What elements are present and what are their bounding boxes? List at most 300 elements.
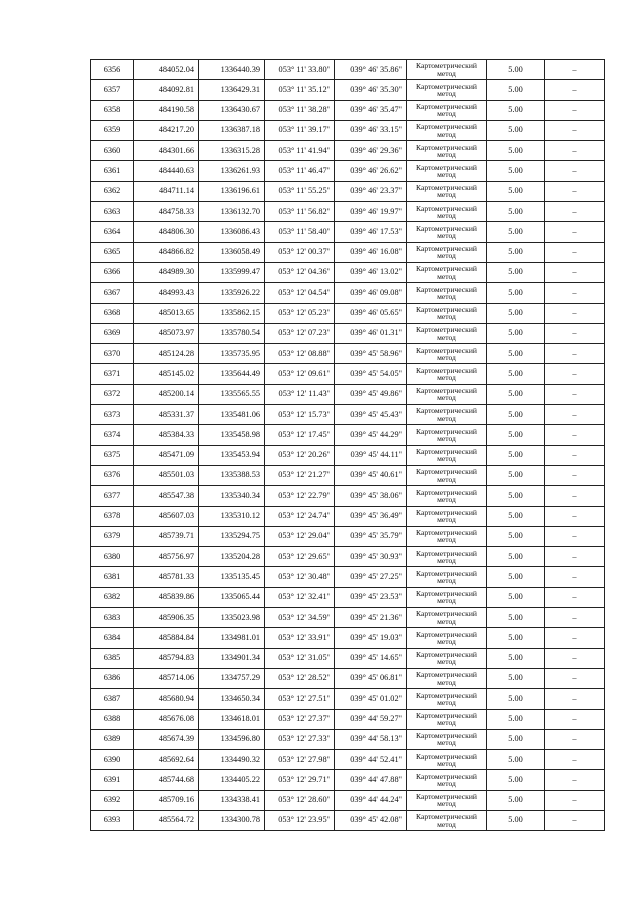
note-cell: – bbox=[545, 181, 605, 201]
table-row bbox=[91, 100, 605, 120]
x-coordinate-cell: 485692.64 bbox=[134, 750, 199, 770]
longitude-cell: 039° 45' 21.36" bbox=[335, 608, 407, 628]
y-coordinate-cell: 1334338.41 bbox=[199, 790, 265, 810]
method-line-1: Картометрический bbox=[416, 102, 477, 112]
method-cell bbox=[407, 222, 487, 242]
note-cell: – bbox=[545, 547, 605, 567]
accuracy-cell: 5.00 bbox=[487, 689, 545, 709]
longitude-cell: 039° 45' 42.08" bbox=[335, 810, 407, 830]
latitude-cell: 053° 11' 58.40" bbox=[265, 222, 335, 242]
note-cell: – bbox=[545, 790, 605, 810]
x-coordinate-cell: 485781.33 bbox=[134, 567, 199, 587]
latitude-cell: 053° 12' 28.52" bbox=[265, 668, 335, 688]
y-coordinate-cell: 1336429.31 bbox=[199, 80, 265, 100]
longitude-cell: 039° 46' 19.97" bbox=[335, 202, 407, 222]
note-cell: – bbox=[545, 161, 605, 181]
method-line-2: метод bbox=[437, 210, 456, 220]
method-cell bbox=[407, 283, 487, 303]
accuracy-cell: 5.00 bbox=[487, 750, 545, 770]
method-line-2: метод bbox=[437, 170, 456, 180]
note-cell: – bbox=[545, 587, 605, 607]
table-row bbox=[91, 668, 605, 688]
method-line-2: метод bbox=[437, 393, 456, 403]
method-line-1: Картометрический bbox=[416, 244, 477, 254]
note-cell: – bbox=[545, 465, 605, 485]
method-line-2: метод bbox=[437, 454, 456, 464]
method-line-2: метод bbox=[437, 291, 456, 301]
latitude-cell: 053° 12' 07.23" bbox=[265, 323, 335, 343]
y-coordinate-cell: 1335644.49 bbox=[199, 364, 265, 384]
y-coordinate-cell: 1335294.75 bbox=[199, 526, 265, 546]
method-cell bbox=[407, 323, 487, 343]
table-row bbox=[91, 303, 605, 323]
note-cell: – bbox=[545, 729, 605, 749]
x-coordinate-cell: 485714.06 bbox=[134, 668, 199, 688]
method-line-1: Картометрический bbox=[416, 162, 477, 172]
method-line-1: Картометрический bbox=[416, 305, 477, 314]
longitude-cell: 039° 46' 35.30" bbox=[335, 80, 407, 100]
latitude-cell: 053° 12' 28.60" bbox=[265, 790, 335, 810]
accuracy-cell: 5.00 bbox=[487, 344, 545, 364]
latitude-cell: 053° 12' 24.74" bbox=[265, 506, 335, 526]
point-number-cell: 6361 bbox=[91, 161, 134, 181]
x-coordinate-cell: 484440.63 bbox=[134, 161, 199, 181]
y-coordinate-cell: 1335999.47 bbox=[199, 262, 265, 282]
method-line-2: метод bbox=[437, 738, 456, 748]
longitude-cell: 039° 46' 16.08" bbox=[335, 242, 407, 262]
method-line-1: Картометрический bbox=[416, 426, 477, 436]
accuracy-cell: 5.00 bbox=[487, 222, 545, 242]
point-number-cell: 6356 bbox=[91, 60, 134, 80]
x-coordinate-cell: 485073.97 bbox=[134, 323, 199, 343]
x-coordinate-cell: 485674.39 bbox=[134, 729, 199, 749]
latitude-cell: 053° 12' 09.61" bbox=[265, 364, 335, 384]
method-line-1: Картометрический bbox=[416, 589, 477, 599]
method-line-2: метод bbox=[437, 109, 456, 119]
method-line-1: Картометрический bbox=[416, 548, 477, 558]
longitude-cell: 039° 45' 58.96" bbox=[335, 344, 407, 364]
note-cell: – bbox=[545, 120, 605, 140]
accuracy-cell: 5.00 bbox=[487, 608, 545, 628]
point-number-cell: 6385 bbox=[91, 648, 134, 668]
table-row bbox=[91, 526, 605, 546]
longitude-cell: 039° 45' 23.53" bbox=[335, 587, 407, 607]
method-line-2: метод bbox=[437, 596, 456, 606]
method-line-2: метод bbox=[437, 779, 456, 789]
method-line-2: метод bbox=[437, 515, 456, 525]
method-cell bbox=[407, 729, 487, 749]
note-cell: – bbox=[545, 567, 605, 587]
method-line-1: Картометрический bbox=[416, 731, 477, 741]
note-cell: – bbox=[545, 283, 605, 303]
note-cell: – bbox=[545, 648, 605, 668]
longitude-cell: 039° 44' 44.24" bbox=[335, 790, 407, 810]
x-coordinate-cell: 485680.94 bbox=[134, 689, 199, 709]
table-row bbox=[91, 181, 605, 201]
method-line-1: Картометрический bbox=[416, 792, 477, 802]
method-cell bbox=[407, 303, 487, 323]
accuracy-cell: 5.00 bbox=[487, 161, 545, 181]
coordinates-table bbox=[90, 59, 605, 831]
point-number-cell: 6378 bbox=[91, 506, 134, 526]
accuracy-cell: 5.00 bbox=[487, 405, 545, 425]
method-cell bbox=[407, 648, 487, 668]
x-coordinate-cell: 485884.84 bbox=[134, 628, 199, 648]
method-line-2: метод bbox=[437, 819, 456, 829]
longitude-cell: 039° 45' 30.93" bbox=[335, 547, 407, 567]
latitude-cell: 053° 12' 20.26" bbox=[265, 445, 335, 465]
latitude-cell: 053° 12' 15.73" bbox=[265, 405, 335, 425]
method-line-1: Картометрический bbox=[416, 447, 477, 457]
y-coordinate-cell: 1335565.55 bbox=[199, 384, 265, 404]
longitude-cell: 039° 45' 19.03" bbox=[335, 628, 407, 648]
point-number-cell: 6369 bbox=[91, 323, 134, 343]
latitude-cell: 053° 12' 27.37" bbox=[265, 709, 335, 729]
x-coordinate-cell: 485013.65 bbox=[134, 303, 199, 323]
y-coordinate-cell: 1335481.06 bbox=[199, 405, 265, 425]
method-line-2: метод bbox=[437, 149, 456, 159]
latitude-cell: 053° 12' 29.65" bbox=[265, 547, 335, 567]
method-cell bbox=[407, 405, 487, 425]
longitude-cell: 039° 45' 36.49" bbox=[335, 506, 407, 526]
method-line-2: метод bbox=[437, 636, 456, 646]
point-number-cell: 6366 bbox=[91, 262, 134, 282]
table-row bbox=[91, 506, 605, 526]
method-line-1: Картометрический bbox=[416, 61, 477, 71]
longitude-cell: 039° 45' 38.06" bbox=[335, 486, 407, 506]
method-line-2: метод bbox=[437, 697, 456, 707]
method-cell bbox=[407, 141, 487, 161]
accuracy-cell: 5.00 bbox=[487, 810, 545, 830]
y-coordinate-cell: 1334490.32 bbox=[199, 750, 265, 770]
table-row bbox=[91, 242, 605, 262]
x-coordinate-cell: 485471.09 bbox=[134, 445, 199, 465]
method-cell bbox=[407, 100, 487, 120]
note-cell: – bbox=[545, 628, 605, 648]
method-line-2: метод bbox=[437, 718, 456, 728]
y-coordinate-cell: 1335862.15 bbox=[199, 303, 265, 323]
y-coordinate-cell: 1334757.29 bbox=[199, 668, 265, 688]
x-coordinate-cell: 485839.86 bbox=[134, 587, 199, 607]
note-cell: – bbox=[545, 445, 605, 465]
longitude-cell: 039° 45' 14.65" bbox=[335, 648, 407, 668]
longitude-cell: 039° 45' 44.29" bbox=[335, 425, 407, 445]
method-line-1: Картометрический bbox=[416, 122, 477, 132]
y-coordinate-cell: 1335926.22 bbox=[199, 283, 265, 303]
latitude-cell: 053° 12' 27.33" bbox=[265, 729, 335, 749]
longitude-cell: 039° 45' 49.86" bbox=[335, 384, 407, 404]
method-line-1: Картометрический bbox=[416, 284, 477, 294]
method-cell bbox=[407, 344, 487, 364]
latitude-cell: 053° 11' 33.80" bbox=[265, 60, 335, 80]
latitude-cell: 053° 12' 27.51" bbox=[265, 689, 335, 709]
method-line-2: метод bbox=[437, 271, 456, 281]
note-cell: – bbox=[545, 526, 605, 546]
note-cell: – bbox=[545, 100, 605, 120]
note-cell: – bbox=[545, 344, 605, 364]
x-coordinate-cell: 485739.71 bbox=[134, 526, 199, 546]
method-line-2: метод bbox=[437, 576, 456, 586]
method-cell bbox=[407, 60, 487, 80]
accuracy-cell: 5.00 bbox=[487, 668, 545, 688]
note-cell: – bbox=[545, 810, 605, 830]
point-number-cell: 6372 bbox=[91, 384, 134, 404]
note-cell: – bbox=[545, 405, 605, 425]
method-cell bbox=[407, 384, 487, 404]
coordinates-table-body bbox=[91, 60, 605, 831]
method-cell bbox=[407, 526, 487, 546]
note-cell: – bbox=[545, 141, 605, 161]
y-coordinate-cell: 1336387.18 bbox=[199, 120, 265, 140]
method-line-1: Картометрический bbox=[416, 142, 477, 152]
method-line-2: метод bbox=[437, 190, 456, 200]
x-coordinate-cell: 485756.97 bbox=[134, 547, 199, 567]
note-cell: – bbox=[545, 384, 605, 404]
accuracy-cell: 5.00 bbox=[487, 486, 545, 506]
table-row bbox=[91, 729, 605, 749]
y-coordinate-cell: 1336261.93 bbox=[199, 161, 265, 181]
latitude-cell: 053° 11' 41.94" bbox=[265, 141, 335, 161]
method-cell bbox=[407, 790, 487, 810]
accuracy-cell: 5.00 bbox=[487, 729, 545, 749]
latitude-cell: 053° 12' 27.98" bbox=[265, 750, 335, 770]
table-row bbox=[91, 547, 605, 567]
y-coordinate-cell: 1336086.43 bbox=[199, 222, 265, 242]
y-coordinate-cell: 1336058.49 bbox=[199, 242, 265, 262]
point-number-cell: 6376 bbox=[91, 465, 134, 485]
x-coordinate-cell: 485384.33 bbox=[134, 425, 199, 445]
longitude-cell: 039° 44' 47.88" bbox=[335, 770, 407, 790]
latitude-cell: 053° 12' 17.45" bbox=[265, 425, 335, 445]
longitude-cell: 039° 46' 35.47" bbox=[335, 100, 407, 120]
latitude-cell: 053° 11' 38.28" bbox=[265, 100, 335, 120]
x-coordinate-cell: 484190.58 bbox=[134, 100, 199, 120]
x-coordinate-cell: 484758.33 bbox=[134, 202, 199, 222]
accuracy-cell: 5.00 bbox=[487, 141, 545, 161]
note-cell: – bbox=[545, 750, 605, 770]
latitude-cell: 053° 12' 33.91" bbox=[265, 628, 335, 648]
accuracy-cell: 5.00 bbox=[487, 202, 545, 222]
latitude-cell: 053° 11' 35.12" bbox=[265, 80, 335, 100]
table-row bbox=[91, 384, 605, 404]
latitude-cell: 053° 12' 21.27" bbox=[265, 465, 335, 485]
latitude-cell: 053° 11' 39.17" bbox=[265, 120, 335, 140]
method-line-2: метод bbox=[437, 535, 456, 545]
longitude-cell: 039° 45' 40.61" bbox=[335, 465, 407, 485]
accuracy-cell: 5.00 bbox=[487, 60, 545, 80]
method-cell bbox=[407, 608, 487, 628]
accuracy-cell: 5.00 bbox=[487, 364, 545, 384]
method-cell bbox=[407, 181, 487, 201]
method-line-2: метод bbox=[437, 494, 456, 504]
method-line-1: Картометрический bbox=[416, 771, 477, 781]
method-line-2: метод bbox=[437, 332, 456, 342]
accuracy-cell: 5.00 bbox=[487, 547, 545, 567]
x-coordinate-cell: 484301.66 bbox=[134, 141, 199, 161]
latitude-cell: 053° 12' 29.04" bbox=[265, 526, 335, 546]
method-cell bbox=[407, 547, 487, 567]
point-number-cell: 6373 bbox=[91, 405, 134, 425]
x-coordinate-cell: 484989.30 bbox=[134, 262, 199, 282]
y-coordinate-cell: 1334901.34 bbox=[199, 648, 265, 668]
method-line-1: Картометрический bbox=[416, 609, 477, 619]
table-row bbox=[91, 770, 605, 790]
accuracy-cell: 5.00 bbox=[487, 567, 545, 587]
point-number-cell: 6370 bbox=[91, 344, 134, 364]
table-row bbox=[91, 323, 605, 343]
y-coordinate-cell: 1336315.28 bbox=[199, 141, 265, 161]
y-coordinate-cell: 1335780.54 bbox=[199, 323, 265, 343]
x-coordinate-cell: 485547.38 bbox=[134, 486, 199, 506]
method-line-2: метод bbox=[437, 88, 456, 98]
method-cell bbox=[407, 770, 487, 790]
x-coordinate-cell: 484866.82 bbox=[134, 242, 199, 262]
x-coordinate-cell: 484217.20 bbox=[134, 120, 199, 140]
method-line-2: метод bbox=[437, 231, 456, 241]
latitude-cell: 053° 12' 08.88" bbox=[265, 344, 335, 364]
point-number-cell: 6363 bbox=[91, 202, 134, 222]
point-number-cell: 6390 bbox=[91, 750, 134, 770]
point-number-cell: 6362 bbox=[91, 181, 134, 201]
longitude-cell: 039° 45' 01.02" bbox=[335, 689, 407, 709]
point-number-cell: 6384 bbox=[91, 628, 134, 648]
longitude-cell: 039° 46' 33.15" bbox=[335, 120, 407, 140]
note-cell: – bbox=[545, 323, 605, 343]
note-cell: – bbox=[545, 303, 605, 323]
latitude-cell: 053° 12' 04.54" bbox=[265, 283, 335, 303]
accuracy-cell: 5.00 bbox=[487, 587, 545, 607]
latitude-cell: 053° 12' 11.43" bbox=[265, 384, 335, 404]
accuracy-cell: 5.00 bbox=[487, 80, 545, 100]
point-number-cell: 6387 bbox=[91, 689, 134, 709]
y-coordinate-cell: 1335388.53 bbox=[199, 465, 265, 485]
accuracy-cell: 5.00 bbox=[487, 303, 545, 323]
longitude-cell: 039° 44' 52.41" bbox=[335, 750, 407, 770]
table-row bbox=[91, 810, 605, 830]
longitude-cell: 039° 45' 27.25" bbox=[335, 567, 407, 587]
x-coordinate-cell: 485124.28 bbox=[134, 344, 199, 364]
method-line-2: метод bbox=[437, 312, 456, 322]
method-cell bbox=[407, 465, 487, 485]
method-line-1: Картометрический bbox=[416, 325, 477, 335]
table-row bbox=[91, 608, 605, 628]
x-coordinate-cell: 485906.35 bbox=[134, 608, 199, 628]
longitude-cell: 039° 45' 54.05" bbox=[335, 364, 407, 384]
accuracy-cell: 5.00 bbox=[487, 526, 545, 546]
table-row bbox=[91, 648, 605, 668]
latitude-cell: 053° 12' 00.37" bbox=[265, 242, 335, 262]
point-number-cell: 6359 bbox=[91, 120, 134, 140]
accuracy-cell: 5.00 bbox=[487, 181, 545, 201]
method-line-1: Картометрический bbox=[416, 710, 477, 720]
method-line-2: метод bbox=[437, 413, 456, 423]
y-coordinate-cell: 1335458.98 bbox=[199, 425, 265, 445]
table-row bbox=[91, 60, 605, 80]
point-number-cell: 6371 bbox=[91, 364, 134, 384]
table-row bbox=[91, 587, 605, 607]
table-row bbox=[91, 222, 605, 242]
method-cell bbox=[407, 506, 487, 526]
longitude-cell: 039° 46' 23.37" bbox=[335, 181, 407, 201]
note-cell: – bbox=[545, 486, 605, 506]
longitude-cell: 039° 45' 45.43" bbox=[335, 405, 407, 425]
x-coordinate-cell: 484092.81 bbox=[134, 80, 199, 100]
method-line-1: Картометрический bbox=[416, 386, 477, 396]
note-cell: – bbox=[545, 668, 605, 688]
latitude-cell: 053° 12' 31.05" bbox=[265, 648, 335, 668]
accuracy-cell: 5.00 bbox=[487, 384, 545, 404]
y-coordinate-cell: 1335204.28 bbox=[199, 547, 265, 567]
y-coordinate-cell: 1335135.45 bbox=[199, 567, 265, 587]
method-cell bbox=[407, 567, 487, 587]
method-line-2: метод bbox=[437, 129, 456, 139]
latitude-cell: 053° 12' 34.59" bbox=[265, 608, 335, 628]
x-coordinate-cell: 485564.72 bbox=[134, 810, 199, 830]
accuracy-cell: 5.00 bbox=[487, 242, 545, 262]
accuracy-cell: 5.00 bbox=[487, 323, 545, 343]
point-number-cell: 6391 bbox=[91, 770, 134, 790]
method-line-2: метод bbox=[437, 352, 456, 362]
longitude-cell: 039° 46' 09.08" bbox=[335, 283, 407, 303]
note-cell: – bbox=[545, 202, 605, 222]
latitude-cell: 053° 12' 05.23" bbox=[265, 303, 335, 323]
note-cell: – bbox=[545, 222, 605, 242]
method-line-1: Картометрический bbox=[416, 650, 477, 660]
y-coordinate-cell: 1334300.78 bbox=[199, 810, 265, 830]
accuracy-cell: 5.00 bbox=[487, 465, 545, 485]
accuracy-cell: 5.00 bbox=[487, 628, 545, 648]
method-line-2: метод bbox=[437, 68, 456, 78]
note-cell: – bbox=[545, 262, 605, 282]
point-number-cell: 6368 bbox=[91, 303, 134, 323]
latitude-cell: 053° 11' 46.47" bbox=[265, 161, 335, 181]
y-coordinate-cell: 1335340.34 bbox=[199, 486, 265, 506]
method-cell bbox=[407, 709, 487, 729]
y-coordinate-cell: 1335453.94 bbox=[199, 445, 265, 465]
table-row bbox=[91, 202, 605, 222]
note-cell: – bbox=[545, 506, 605, 526]
latitude-cell: 053° 12' 29.71" bbox=[265, 770, 335, 790]
y-coordinate-cell: 1335735.95 bbox=[199, 344, 265, 364]
point-number-cell: 6364 bbox=[91, 222, 134, 242]
note-cell: – bbox=[545, 242, 605, 262]
y-coordinate-cell: 1335065.44 bbox=[199, 587, 265, 607]
longitude-cell: 039° 46' 29.36" bbox=[335, 141, 407, 161]
x-coordinate-cell: 484806.30 bbox=[134, 222, 199, 242]
table-row bbox=[91, 283, 605, 303]
method-line-1: Картометрический bbox=[416, 528, 477, 538]
y-coordinate-cell: 1334596.80 bbox=[199, 729, 265, 749]
method-cell bbox=[407, 161, 487, 181]
method-cell bbox=[407, 364, 487, 384]
accuracy-cell: 5.00 bbox=[487, 262, 545, 282]
y-coordinate-cell: 1334405.22 bbox=[199, 770, 265, 790]
latitude-cell: 053° 12' 32.41" bbox=[265, 587, 335, 607]
point-number-cell: 6380 bbox=[91, 547, 134, 567]
method-line-2: метод bbox=[437, 758, 456, 768]
note-cell: – bbox=[545, 709, 605, 729]
x-coordinate-cell: 485607.03 bbox=[134, 506, 199, 526]
method-line-1: Картометрический bbox=[416, 406, 477, 416]
method-cell bbox=[407, 80, 487, 100]
method-line-2: метод bbox=[437, 616, 456, 626]
accuracy-cell: 5.00 bbox=[487, 790, 545, 810]
longitude-cell: 039° 45' 44.11" bbox=[335, 445, 407, 465]
method-cell bbox=[407, 628, 487, 648]
method-line-2: метод bbox=[437, 799, 456, 809]
accuracy-cell: 5.00 bbox=[487, 709, 545, 729]
method-cell bbox=[407, 750, 487, 770]
